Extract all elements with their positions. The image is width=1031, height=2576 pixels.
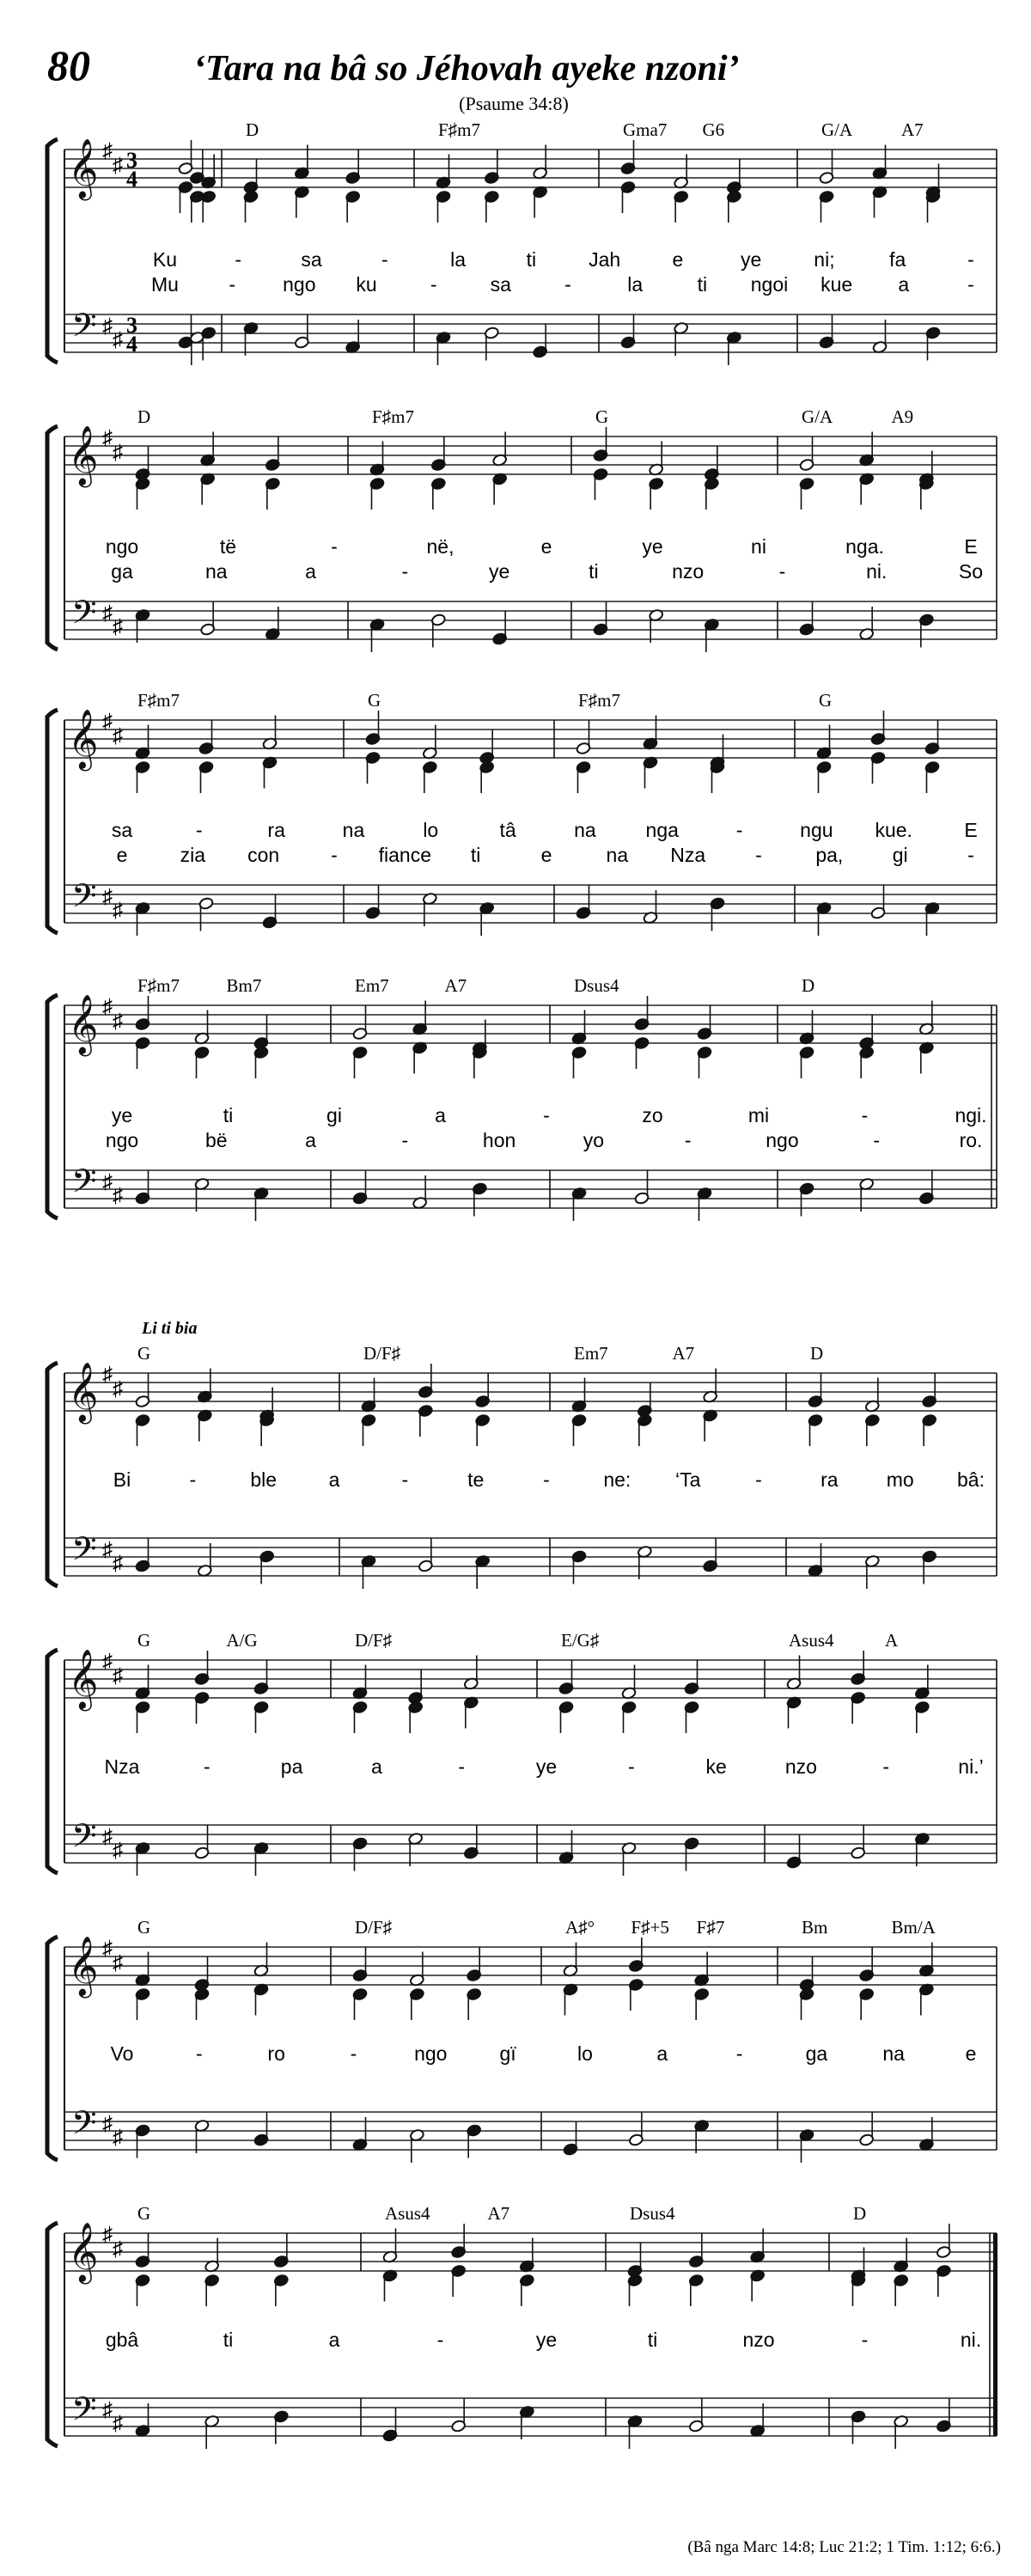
chord-symbol: G [595,406,609,427]
bass-clef-icon: 𝄢 [71,308,97,351]
system-bracket [47,139,58,363]
lyric-syllable: e [540,844,552,866]
chord-symbol: Gma7 [623,119,668,140]
chord-symbol: Dsus4 [630,2203,675,2224]
lyric-syllable: ra [267,819,285,841]
lyric-syllable: - [564,273,571,296]
sharp-key-icon: ♯ [102,315,113,338]
lyric-syllable: a [898,273,910,296]
sharp-key-icon: ♯ [102,602,113,625]
lyric-syllable: - [684,1129,692,1151]
sharp-key-icon: ♯ [113,1952,123,1975]
lyric-syllable: - [203,1755,210,1778]
lyric-syllable: E [964,535,978,558]
bass-clef-icon: 𝄢 [71,2105,97,2149]
lyric-syllable: nzo [784,1755,817,1778]
system-7 [47,1917,997,2163]
sharp-key-icon: ♯ [102,2113,113,2135]
time-signature-bottom: 4 [126,332,137,357]
sharp-key-icon: ♯ [102,427,113,449]
lyric-syllable: nzo [672,560,705,583]
chord-symbol: F♯m7 [137,975,180,996]
lyric-syllable: ti [223,1104,234,1126]
lyric-syllable: kue [821,273,853,296]
system-bracket [47,995,58,1218]
treble-clef-icon: 𝄞 [68,711,99,767]
sharp-key-icon: ♯ [113,1840,123,1862]
treble-clef-icon: 𝄞 [68,1938,99,1994]
lyric-syllable: - [873,1129,881,1151]
chord-symbol: G [137,2203,151,2224]
lyric-syllable: Nza [670,844,706,866]
lyric-syllable: ngo [105,1129,139,1151]
lyric-syllable: gbâ [105,2329,139,2351]
chord-symbol: F♯m7 [372,406,415,427]
lyric-syllable: - [861,1104,869,1126]
chord-symbol: A7 [444,975,467,996]
lyric-syllable: - [195,819,203,841]
sharp-key-icon: ♯ [102,996,113,1018]
lyric-syllable: ni.’ [958,1755,984,1778]
lyric-syllable: a [371,1755,382,1778]
system-3 [47,690,997,936]
lyric-syllable: ye [488,560,510,583]
lyric-syllable: bë [204,1129,228,1151]
lyric-syllable: pa [280,1755,303,1778]
lyric-syllable: a [435,1104,446,1126]
lyric-syllable: - [350,2042,357,2065]
chord-symbol: F♯+5 [631,1917,669,1938]
lyric-syllable: - [755,844,762,866]
lyric-syllable: ro [267,2042,285,2065]
time-signature-bottom: 4 [126,167,137,192]
lyric-syllable: na [204,560,228,583]
lyric-syllable: So [958,560,984,583]
lyric-syllable: E [964,819,978,841]
lyric-syllable: a [305,1129,316,1151]
chord-symbol: D [802,975,815,996]
sharp-key-icon: ♯ [113,2238,123,2261]
lyric-syllable: ga [111,560,133,583]
lyric-syllable: - [235,248,242,271]
sharp-key-icon: ♯ [102,1651,113,1673]
lyric-syllable: con [247,844,280,866]
lyric-syllable: e [116,844,128,866]
lyric-syllable: - [458,1755,466,1778]
system-2 [47,406,997,652]
lyric-syllable: pa, [815,844,844,866]
lyric-syllable: ye [111,1104,133,1126]
chord-symbol: F♯m7 [137,690,180,711]
lyric-syllable: gi [892,844,908,866]
lyric-syllable: ke [705,1755,727,1778]
treble-clef-icon: 𝄞 [68,140,99,197]
lyric-syllable: a [305,560,316,583]
lyric-syllable: na [342,819,365,841]
chord-symbol: Em7 [574,1343,608,1364]
bass-clef-icon: 𝄢 [71,878,97,922]
sharp-key-icon: ♯ [102,1539,113,1561]
lyric-syllable: në, [426,535,454,558]
lyric-syllable: ye [535,1755,558,1778]
lyric-syllable: ro. [959,1129,983,1151]
sharp-key-icon: ♯ [113,1185,123,1207]
lyric-syllable: ku [356,273,377,296]
lyric-syllable: ni; [814,248,835,271]
lyric-syllable: - [195,2042,203,2065]
sharp-key-icon: ♯ [113,900,123,922]
lyric-syllable: ti [647,2329,658,2351]
lyric-syllable: e [965,2042,977,2065]
chord-symbol: A [885,1630,899,1651]
treble-clef-icon: 𝄞 [68,427,99,484]
bass-clef-icon: 𝄢 [71,1531,97,1575]
system-1 [47,119,997,365]
lyric-syllable: na [606,844,629,866]
scripture-reference: (Psaume 34:8) [459,93,569,114]
system-bracket [47,710,58,933]
bass-clef-icon: 𝄢 [71,1818,97,1862]
lyric-syllable: e [672,248,684,271]
sharp-key-icon: ♯ [102,711,113,733]
lyric-syllable: ni [751,535,766,558]
lyric-syllable: - [735,2042,743,2065]
lyric-syllable: la [450,248,467,271]
chord-symbol: G/A [802,406,833,427]
chord-symbol: G/A [821,119,853,140]
lyric-syllable: - [189,1468,197,1491]
lyric-syllable: la [627,273,644,296]
lyric-syllable: nga. [845,535,884,558]
treble-clef-icon: 𝄞 [68,1364,99,1420]
chord-symbol: G6 [702,119,725,140]
chord-symbol: D/F♯ [363,1343,401,1364]
lyric-syllable: gi [326,1104,342,1126]
chord-symbol: E/G♯ [561,1630,600,1651]
sharp-key-icon: ♯ [102,886,113,908]
bass-clef-icon: 𝄢 [71,1163,97,1207]
lyric-syllable: - [401,1468,409,1491]
lyric-syllable: - [229,273,236,296]
chord-symbol: Em7 [355,975,389,996]
lyric-syllable: Mu [151,273,179,296]
sharp-key-icon: ♯ [113,1665,123,1688]
sharp-key-icon: ♯ [102,2399,113,2421]
lyric-syllable: ngo [283,273,316,296]
lyric-syllable: ngi. [955,1104,987,1126]
lyric-syllable: - [401,560,409,583]
chord-symbol: Bm7 [226,975,262,996]
lyric-syllable: ye [741,248,762,271]
lyric-syllable: - [401,1129,409,1151]
lyric-syllable: të [219,535,237,558]
chord-symbol: F♯m7 [578,690,621,711]
system-6 [47,1630,997,1876]
sharp-key-icon: ♯ [113,2127,123,2149]
chord-symbol: A/G [226,1630,258,1651]
bass-clef-icon: 𝄢 [71,2391,97,2435]
treble-clef-icon: 𝄞 [68,996,99,1053]
system-4 [47,975,997,1221]
sharp-key-icon: ♯ [113,1378,123,1401]
hymn-title: ‘Tara na bâ so Jéhovah ayeke nzoni’ [193,49,740,89]
bass-clef-icon: 𝄢 [71,595,97,638]
lyric-syllable: ne: [603,1468,631,1491]
lyric-syllable: ga [805,2042,828,2065]
system-bracket [47,1650,58,1873]
lyric-syllable: - [778,560,786,583]
chord-symbol: D [853,2203,867,2224]
lyric-syllable: ble [250,1468,278,1491]
lyric-syllable: - [755,1468,762,1491]
lyric-syllable: zia [180,844,206,866]
hymn-number: 80 [47,41,90,89]
sharp-key-icon: ♯ [102,1826,113,1848]
chord-symbol: D [137,406,151,427]
sharp-key-icon: ♯ [102,1938,113,1960]
system-5 [47,1319,997,1589]
sharp-key-icon: ♯ [113,616,123,638]
chord-symbol: Dsus4 [574,975,619,996]
lyric-syllable: Bi [113,1468,131,1491]
lyric-syllable: zo [642,1104,663,1126]
lyric-syllable: sa [490,273,511,296]
system-8 [47,2203,997,2449]
footer-references: (Bâ nga Marc 14:8; Luc 21:2; 1 Tim. 1:12; 6:6.) [687,2538,1001,2556]
lyric-syllable: - [882,1755,890,1778]
lyric-syllable: - [967,273,974,296]
lyric-syllable: ti [470,844,481,866]
lyric-syllable: e [540,535,552,558]
lyric-syllable: sa [301,248,322,271]
lyric-syllable: te [467,1468,485,1491]
sharp-key-icon: ♯ [113,725,123,748]
lyric-syllable: ye [642,535,663,558]
chord-symbol: F♯m7 [438,119,481,140]
chord-symbol: D [246,119,259,140]
lyric-syllable: ti [223,2329,234,2351]
final-barline-thick [993,2233,997,2436]
lyric-syllable: ngoi [750,273,789,296]
system-bracket [47,1937,58,2160]
lyric-syllable: - [543,1104,550,1126]
sharp-key-icon: ♯ [102,2224,113,2246]
chord-symbol: F♯7 [696,1917,725,1938]
lyric-syllable: lo [577,2042,593,2065]
sharp-key-icon: ♯ [113,2413,123,2435]
chord-symbol: G [137,1343,151,1364]
lyric-syllable: lo [423,819,439,841]
chord-symbol: D [810,1343,824,1364]
system-bracket [47,2223,58,2446]
chord-symbol: G [137,1630,151,1651]
lyric-syllable: Ku [152,248,178,271]
lyric-syllable: gï [499,2042,516,2065]
lyric-syllable: hon [482,1129,516,1151]
system-bracket [47,1363,58,1586]
chord-symbol: A7 [487,2203,510,2224]
lyric-syllable: Jah [589,248,621,271]
sharp-key-icon: ♯ [102,140,113,162]
lyric-syllable: ‘Ta [674,1468,701,1491]
lyric-syllable: - [331,535,338,558]
lyric-syllable: - [735,819,743,841]
lyric-syllable: tâ [499,819,516,841]
lyric-syllable: nzo [742,2329,775,2351]
lyric-syllable: kue. [875,819,912,841]
lyric-syllable: Nza [104,1755,140,1778]
treble-clef-icon: 𝄞 [68,2224,99,2280]
lyric-syllable: ti [589,560,599,583]
chord-symbol: Bm/A [891,1917,936,1938]
tempo-marking: Li ti bia [142,1319,198,1338]
lyric-syllable: mo [886,1468,914,1491]
time-signature-top: 3 [126,313,137,338]
lyric-syllable: - [627,1755,635,1778]
lyric-syllable: ti [697,273,708,296]
lyric-syllable: - [331,844,338,866]
lyric-syllable: - [436,2329,444,2351]
lyric-syllable: ni. [960,2329,982,2351]
sharp-key-icon: ♯ [102,1364,113,1386]
lyric-syllable: ngo [414,2042,448,2065]
lyric-syllable: a [656,2042,668,2065]
chord-symbol: D/F♯ [355,1917,393,1938]
lyric-syllable: - [967,248,974,271]
chord-symbol: Asus4 [789,1630,834,1651]
lyric-syllable: yo [583,1129,605,1151]
chord-symbol: A♯° [565,1917,595,1938]
time-signature-top: 3 [126,148,137,173]
lyric-syllable: ngu [800,819,833,841]
lyric-syllable: ngo [766,1129,799,1151]
chord-symbol: Bm [802,1917,828,1938]
sharp-key-icon: ♯ [113,442,123,464]
chord-symbol: A9 [891,406,914,427]
lyric-syllable: na [882,2042,905,2065]
sharp-key-icon: ♯ [113,1553,123,1575]
lyric-syllable: a [328,2329,340,2351]
lyric-syllable: - [861,2329,869,2351]
chord-symbol: A7 [672,1343,695,1364]
lyric-syllable: ra [821,1468,839,1491]
lyric-syllable: ni. [866,560,888,583]
system-bracket [47,426,58,650]
chord-symbol: G [368,690,381,711]
lyric-syllable: fa [889,248,906,271]
chord-symbol: Asus4 [385,2203,430,2224]
lyric-syllable: ti [526,248,537,271]
lyric-syllable: - [967,844,974,866]
sharp-key-icon: ♯ [102,1171,113,1193]
chord-symbol: A7 [901,119,924,140]
sharp-key-icon: ♯ [113,1010,123,1033]
lyric-syllable: nga [645,819,679,841]
treble-clef-icon: 𝄞 [68,1651,99,1707]
lyric-syllable: ngo [105,535,139,558]
sharp-key-icon: ♯ [113,155,123,177]
lyric-syllable: Vo [110,2042,134,2065]
lyric-syllable: fiance [378,844,432,866]
lyric-syllable: - [381,248,388,271]
lyric-syllable: mi [747,1104,770,1126]
lyric-syllable: - [543,1468,550,1491]
lyric-syllable: na [574,819,596,841]
lyric-syllable: a [328,1468,340,1491]
sharp-key-icon: ♯ [113,329,123,351]
lyric-syllable: - [430,273,437,296]
chord-symbol: G [819,690,833,711]
lyric-syllable: ye [535,2329,558,2351]
lyric-syllable: sa [111,819,133,841]
chord-symbol: D/F♯ [355,1630,393,1651]
lyric-syllable: bâ: [957,1468,985,1491]
chord-symbol: G [137,1917,151,1938]
